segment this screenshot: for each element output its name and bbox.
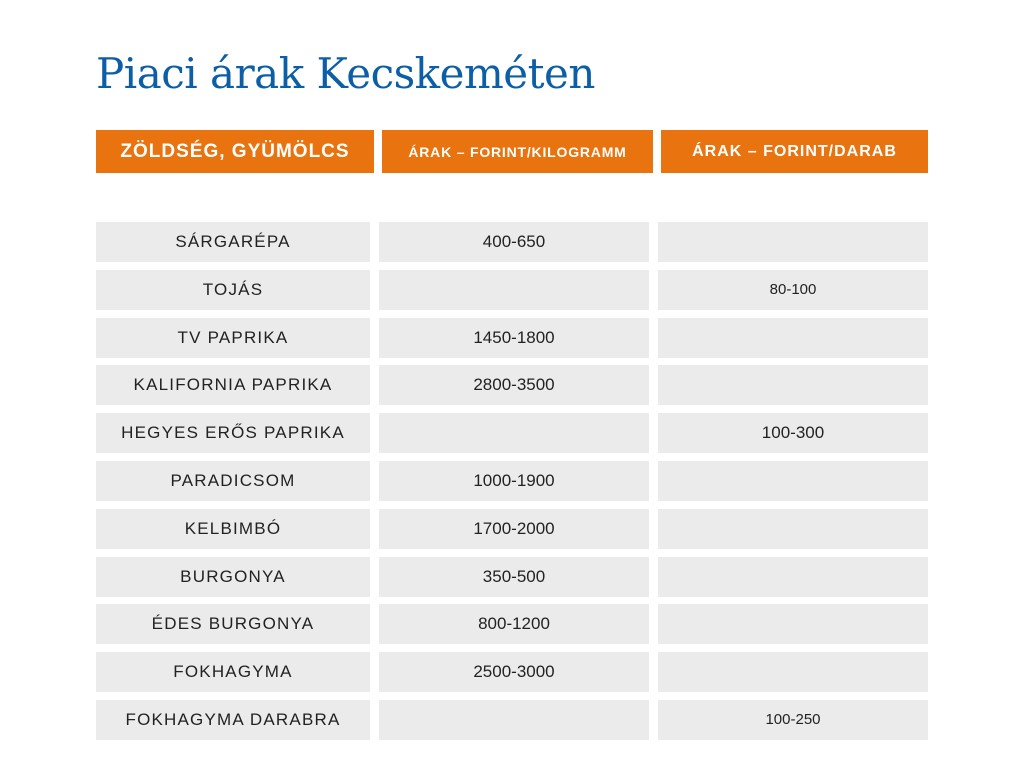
- table-row: [96, 222, 928, 262]
- product-name-cell: TV PAPRIKA: [96, 318, 370, 358]
- price-per-kg-cell: 1450-1800: [379, 318, 649, 358]
- column-header-price-per-piece: ÁRAK – FORINT/DARAB: [661, 130, 928, 173]
- price-per-piece-cell: [658, 365, 928, 405]
- column-header-product: ZÖLDSÉG, GYÜMÖLCS: [96, 130, 374, 173]
- price-per-kg-cell: [379, 413, 649, 453]
- table-row: [96, 652, 928, 692]
- product-name-cell: PARADICSOM: [96, 461, 370, 501]
- price-per-kg-cell: 400-650: [379, 222, 649, 262]
- price-per-kg-cell: 2800-3500: [379, 365, 649, 405]
- price-per-kg-cell: 800-1200: [379, 604, 649, 644]
- table-row: [96, 604, 928, 644]
- price-per-piece-cell: [658, 318, 928, 358]
- table-row: [96, 318, 928, 358]
- page-title: Piaci árak Kecskeméten: [96, 49, 595, 98]
- product-name-cell: FOKHAGYMA DARABRA: [96, 700, 370, 740]
- price-per-piece-cell: [658, 222, 928, 262]
- table-row: [96, 509, 928, 549]
- table-row: [96, 700, 928, 740]
- price-per-kg-cell: 1000-1900: [379, 461, 649, 501]
- price-per-piece-cell: [658, 652, 928, 692]
- product-name-cell: BURGONYA: [96, 557, 370, 597]
- table-row: [96, 461, 928, 501]
- table-row: [96, 365, 928, 405]
- price-per-kg-cell: 1700-2000: [379, 509, 649, 549]
- price-per-piece-cell: [658, 509, 928, 549]
- table-row: [96, 270, 928, 310]
- product-name-cell: KALIFORNIA PAPRIKA: [96, 365, 370, 405]
- product-name-cell: KELBIMBÓ: [96, 509, 370, 549]
- product-name-cell: TOJÁS: [96, 270, 370, 310]
- price-per-piece-cell: 100-300: [658, 413, 928, 453]
- price-per-kg-cell: [379, 700, 649, 740]
- product-name-cell: ÉDES BURGONYA: [96, 604, 370, 644]
- price-per-piece-cell: [658, 557, 928, 597]
- product-name-cell: HEGYES ERŐS PAPRIKA: [96, 413, 370, 453]
- price-per-kg-cell: 350-500: [379, 557, 649, 597]
- price-per-piece-cell: 80-100: [658, 270, 928, 310]
- column-header-price-per-kg: ÁRAK – FORINT/KILOGRAMM: [382, 130, 653, 173]
- price-per-piece-cell: [658, 461, 928, 501]
- price-per-piece-cell: 100-250: [658, 700, 928, 740]
- table-row: [96, 413, 928, 453]
- price-table: [96, 222, 928, 748]
- product-name-cell: SÁRGARÉPA: [96, 222, 370, 262]
- price-per-kg-cell: 2500-3000: [379, 652, 649, 692]
- price-per-piece-cell: [658, 604, 928, 644]
- price-per-kg-cell: [379, 270, 649, 310]
- product-name-cell: FOKHAGYMA: [96, 652, 370, 692]
- table-row: [96, 557, 928, 597]
